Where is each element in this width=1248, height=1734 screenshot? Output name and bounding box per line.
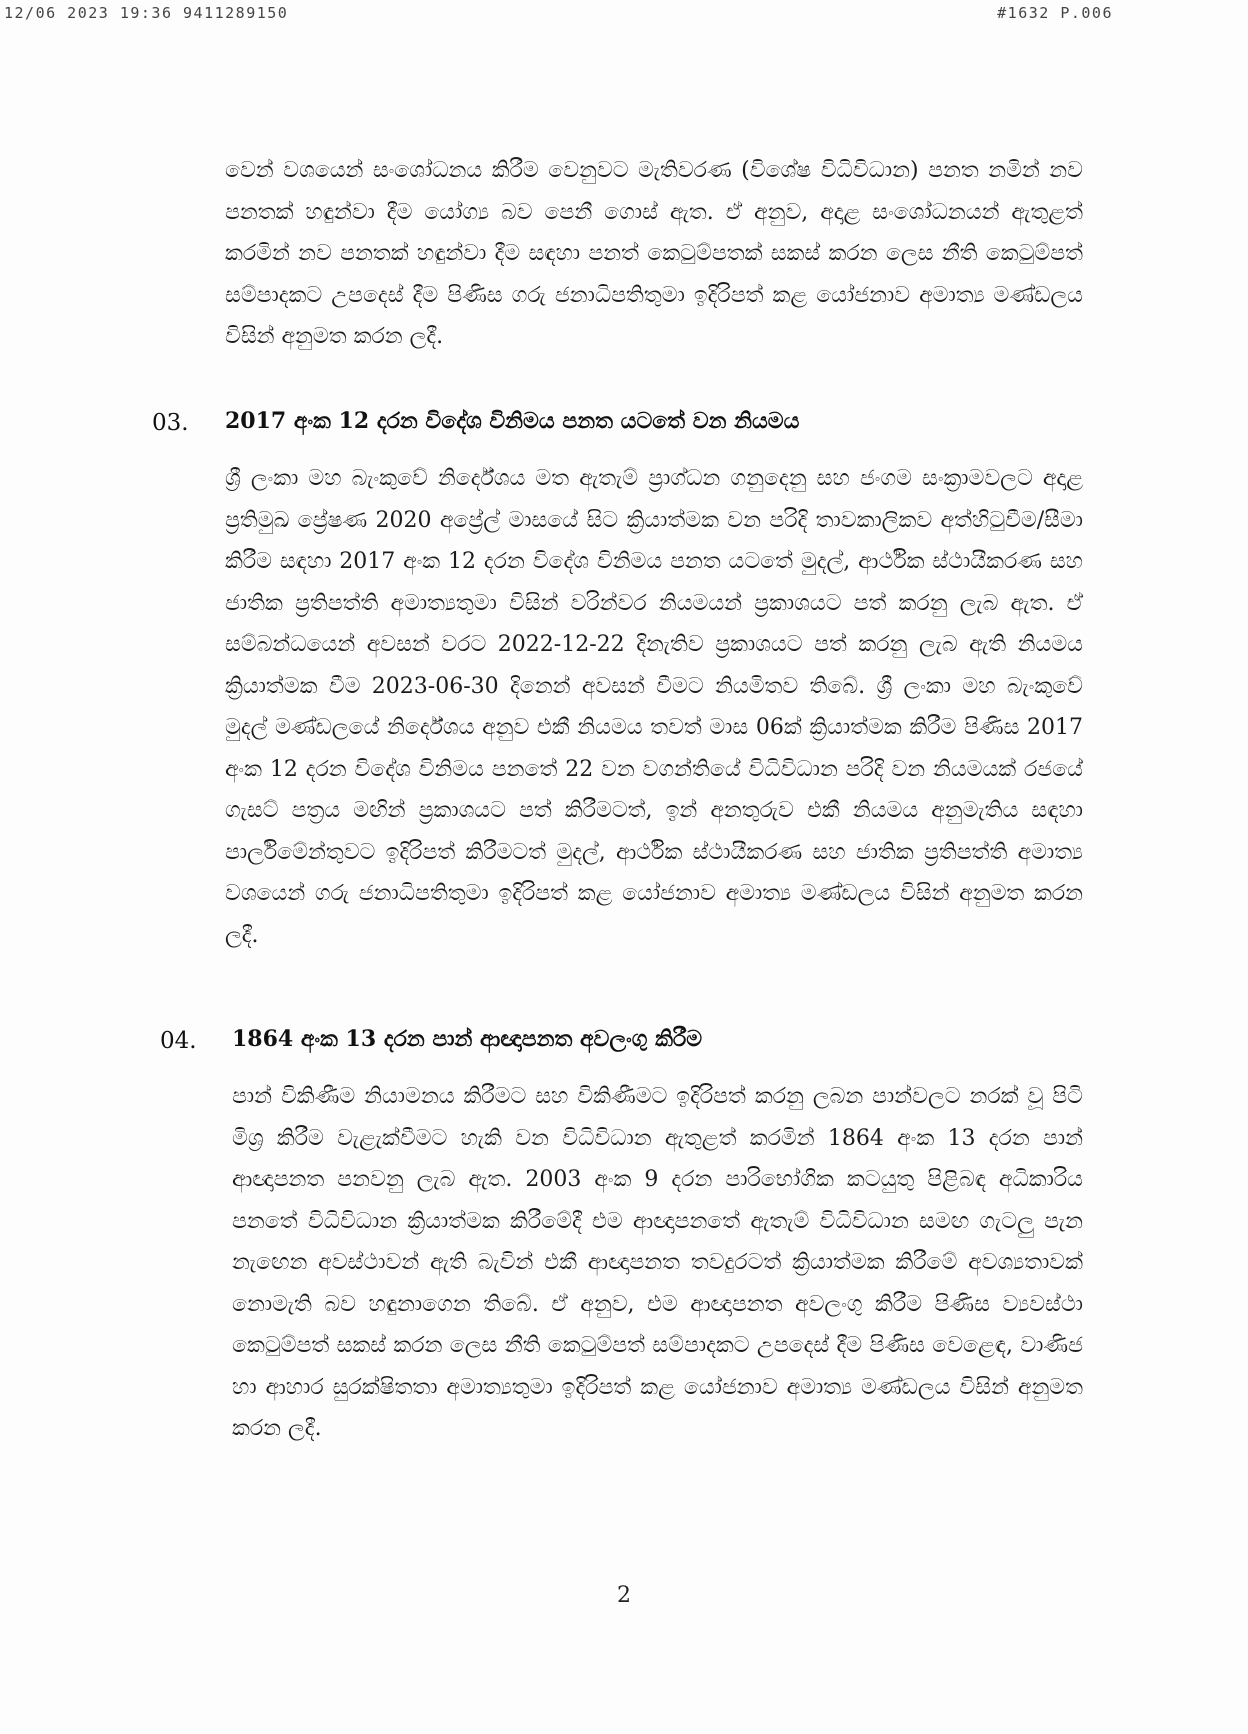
fax-header-right: #1632 P.006	[997, 4, 1113, 22]
section-number-03: 03.	[152, 410, 189, 436]
section-number-04: 04.	[160, 1028, 197, 1054]
section-body-04: පාන් විකිණීම නියාමනය කිරීමට සහ විකිණීමට ඉදිරිපත් කරනු ලබන පාන්වලට නරක් වූ පිටි මිශ්‍ර කිරීම වැළැක්වීමට හැකි වන විධිවිධාන ඇතුළත් කරමින් 1864 අංක 13 දරන පාන් ආඥාපනත පනවනු ලැබ ඇත. 2003 අංක 9 දරන පාරිභෝගික කටයුතු පිළිබඳ අධිකාරිය පනතේ විධිවිධාන ක්‍රියාත්මක කිරීමේදී එම ආඥාපනතේ ඇතැම් විධිවිධාන සමඟ ගැටලු පැන නැඟෙන අවස්ථාවන් ඇති බැවින් එකී ආඥාපනත තවදුරටත් ක්‍රියාත්මක කිරීමේ අවශ්‍යතාවක් නොමැති බව හඳුනාගෙන තිබේ. ඒ අනුව, එම ආඥාපනත අවලංගු කිරීම පිණිස ව්‍යවස්ථා කෙටුම්පත් සකස් කරන ලෙස නීති කෙටුම්පත් සම්පාදකට උපදෙස් දීම පිණිස වෙළෙඳ, වාණිජ හා ආහාර සුරක්ෂිතතා අමාත්‍යතුමා ඉදිරිපත් කළ යෝජනාව අමාත්‍ය මණ්ඩලය විසින් අනුමත කරන ලදී.	[232, 1084, 1083, 1441]
section-body-03: ශ්‍රී ලංකා මහ බැංකුවේ නිර්දේශය මත ඇතැම් ප්‍රාග්ධන ගනුදෙනු සහ ජංගම සංක්‍රාමවලට අදාළ ප්‍රතිමුඛ ප්‍රේෂණ 2020 අප්‍රේල් මාසයේ සිට ක්‍රියාත්මක වන පරිදි තාවකාලිකව අත්හිටුවීම/සීමා කිරීම සඳහා 2017 අංක 12 දරන විදේශ විනිමය පනත යටතේ මුදල්, ආර්ථික ස්ථායීකරණ සහ ජාතික ප්‍රතිපත්ති අමාත්‍යතුමා විසින් වරින්වර නියමයන් ප්‍රකාශයට පත් කරනු ලැබ ඇත. ඒ සම්බන්ධයෙන් අවසන් වරට 2022-12-22 දිනැතිව ප්‍රකාශයට පත් කරනු ලැබ ඇති නියමය ක්‍රියාත්මක වීම 2023-06-30 දිනෙන් අවසන් වීමට නියමිතව තිබේ. ශ්‍රී ලංකා මහ බැංකුවේ මුදල් මණ්ඩලයේ නිර්දේශය අනුව එකී නියමය තවත් මාස 06ක් ක්‍රියාත්මක කිරීම පිණිස 2017 අංක 12 දරන විදේශ විනිමය පනතේ 22 වන වගන්තියේ විධිවිධාන පරිදි වන නියමයක් රජයේ ගැසට් පත්‍රය මඟින් ප්‍රකාශයට පත් කිරීමටත්, ඉන් අනතුරුව එකී නියමය අනුමැතිය සඳහා පාර්ලිමේන්තුවට ඉදිරිපත් කිරීමටත් මුදල්, ආර්ථික ස්ථායීකරණ සහ ජාතික ප්‍රතිපත්ති අමාත්‍ය වශයෙන් ගරු ජනාධිපතිතුමා ඉදිරිපත් කළ යෝජනාව අමාත්‍ය මණ්ඩලය විසින් අනුමත කරන ලදී.	[225, 466, 1083, 948]
page-number: 2	[617, 1583, 631, 1608]
intro-paragraph: වෙන් වශයෙන් සංශෝධනය කිරීම වෙනුවට මැතිවරණ (විශේෂ විධිවිධාන) පනත නමින් නව පනතක් හඳුන්වා දීම යෝග්‍ය බව පෙනී ගොස් ඇත. ඒ අනුව, අදාළ සංශෝධනයන් ඇතුළත් කරමින් නව පනතක් හඳුන්වා දීම සඳහා පනත් කෙටුම්පතක් සකස් කරන ලෙස නීති කෙටුම්පත් සම්පාදකට උපදෙස් දීම පිණිස ගරු ජනාධිපතිතුමා ඉදිරිපත් කළ යෝජනාව අමාත්‍ය මණ්ඩලය විසින් අනුමත කරන ලදී.	[225, 158, 1083, 349]
section-title-04: 1864 අංක 13 දරන පාන් ආඥාපනත අවලංගු කිරීම	[232, 1026, 703, 1052]
fax-header-left: 12/06 2023 19:36 9411289150	[4, 4, 289, 22]
section-title-03: 2017 අංක 12 දරන විදේශ විනිමය පනත යටතේ වන නියමය	[225, 408, 800, 434]
